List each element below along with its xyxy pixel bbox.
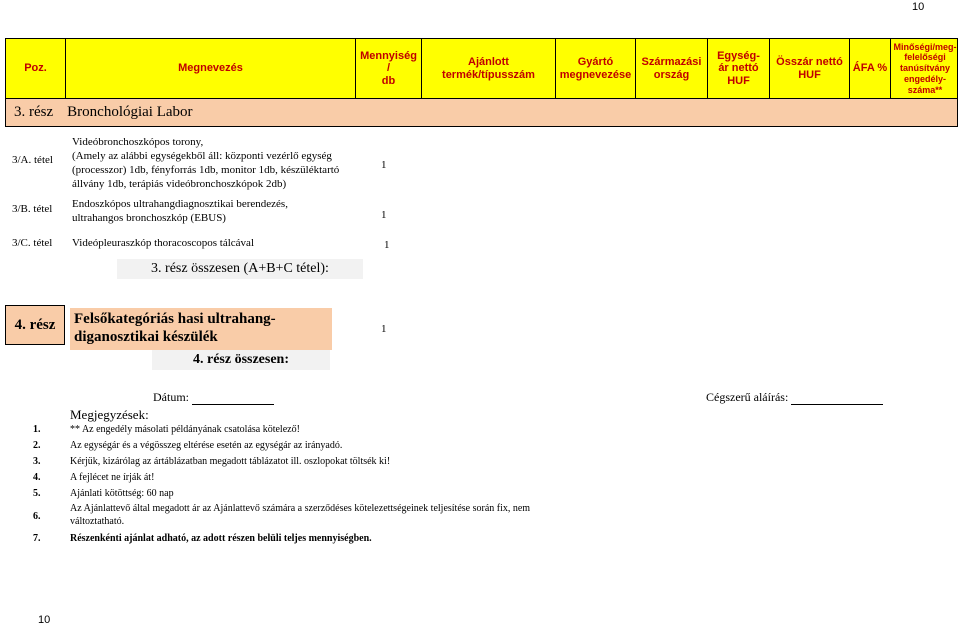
note-number: 5.: [33, 488, 41, 499]
section-4-label: 4. rész: [5, 305, 65, 345]
header-col-unit-price: Egység- ár nettó HUF: [708, 39, 770, 98]
note-text: Kérjük, kizárólag az ártáblázatban megadott táblázatot ill. oszlopokat töltsék ki!: [70, 456, 391, 467]
section-3-total-label: 3. rész összesen (A+B+C tétel):: [117, 259, 363, 279]
note-text: ** Az engedély másolati példányának csatolása kötelező!: [70, 424, 300, 435]
item-pos-3c: 3/C. tétel: [12, 237, 53, 249]
item-qty-3b: 1: [381, 209, 387, 221]
header-col-vat: ÁFA %: [850, 39, 891, 98]
note-text: Az egységár és a végösszeg eltérése esetén az egységár az irányadó.: [70, 440, 343, 451]
note-number: 6.: [33, 511, 41, 522]
item-qty-3c: 1: [384, 239, 390, 251]
item-qty-3a: 1: [381, 159, 387, 171]
header-col-origin: Származási ország: [636, 39, 708, 98]
note-text: Részenkénti ajánlat adható, az adott részen belüli teljes mennyiségben.: [70, 533, 372, 544]
section-3-title: Bronchológiai Labor: [67, 104, 193, 120]
date-blank-line: [192, 393, 274, 405]
item-text-3a: Videóbronchoszkópos torony, (Amely az alábbi egységekből áll: központi vezérlő egység (processzor) 1db, fényforrás 1db, monitor 1db, készüléktartó állvány 1db, terápiás videóbronchoszkópok 2db): [72, 136, 340, 190]
note-text: Ajánlati kötöttség: 60 nap: [70, 488, 174, 499]
note-text: A fejlécet ne írják át!: [70, 472, 155, 483]
section-4-title: Felsőkategóriás hasi ultrahang-diganosztikai készülék: [70, 308, 332, 350]
note-number: 4.: [33, 472, 41, 483]
signature-blank-line: [791, 393, 883, 405]
header-col-total-price: Összár nettó HUF: [770, 39, 850, 98]
date-label: Dátum:: [153, 390, 189, 404]
section-3-label: 3. rész: [14, 104, 54, 120]
header-col-product: Ajánlott termék/típusszám: [422, 39, 556, 98]
page-number-bottom: 10: [38, 614, 51, 623]
note-number: 7.: [33, 533, 41, 544]
price-table-header: [5, 38, 958, 99]
section-3-title-row: [5, 99, 958, 127]
header-col-name: Megnevezés: [66, 39, 356, 98]
section-4-qty: 1: [381, 323, 387, 335]
item-pos-3b: 3/B. tétel: [12, 203, 53, 215]
note-text: Az Ajánlattevő által megadott ár az Ajánlattevő számára a szerződéses kötelezettségeinek teljesítése során fix, nem változtatható.: [70, 503, 531, 527]
item-text-3b: Endoszkópos ultrahangdiagnosztikai berendezés, ultrahangos bronchoszkóp (EBUS): [72, 198, 288, 224]
header-col-manufacturer: Gyártó megnevezése: [556, 39, 636, 98]
signature-field: [706, 390, 883, 405]
item-pos-3a: 3/A. tétel: [12, 154, 53, 166]
item-text-3c: Videópleuraszkóp thoracoscopos tálcával: [72, 237, 254, 249]
header-col-certificate: Minőségi/meg- felelőségi tanúsítvány engedély- száma**: [893, 41, 957, 95]
header-col-pos: Poz.: [6, 39, 66, 98]
date-field: [153, 390, 274, 405]
notes-title: Megjegyzések:: [70, 407, 149, 422]
note-number: 2.: [33, 440, 41, 451]
note-number: 1.: [33, 424, 41, 435]
page-number-top: 10: [912, 1, 925, 13]
signature-label: Cégszerű aláírás:: [706, 390, 789, 404]
note-number: 3.: [33, 456, 41, 467]
section-4-total-label: 4. rész összesen:: [152, 350, 330, 370]
header-col-qty: Mennyiség / db: [356, 39, 422, 98]
